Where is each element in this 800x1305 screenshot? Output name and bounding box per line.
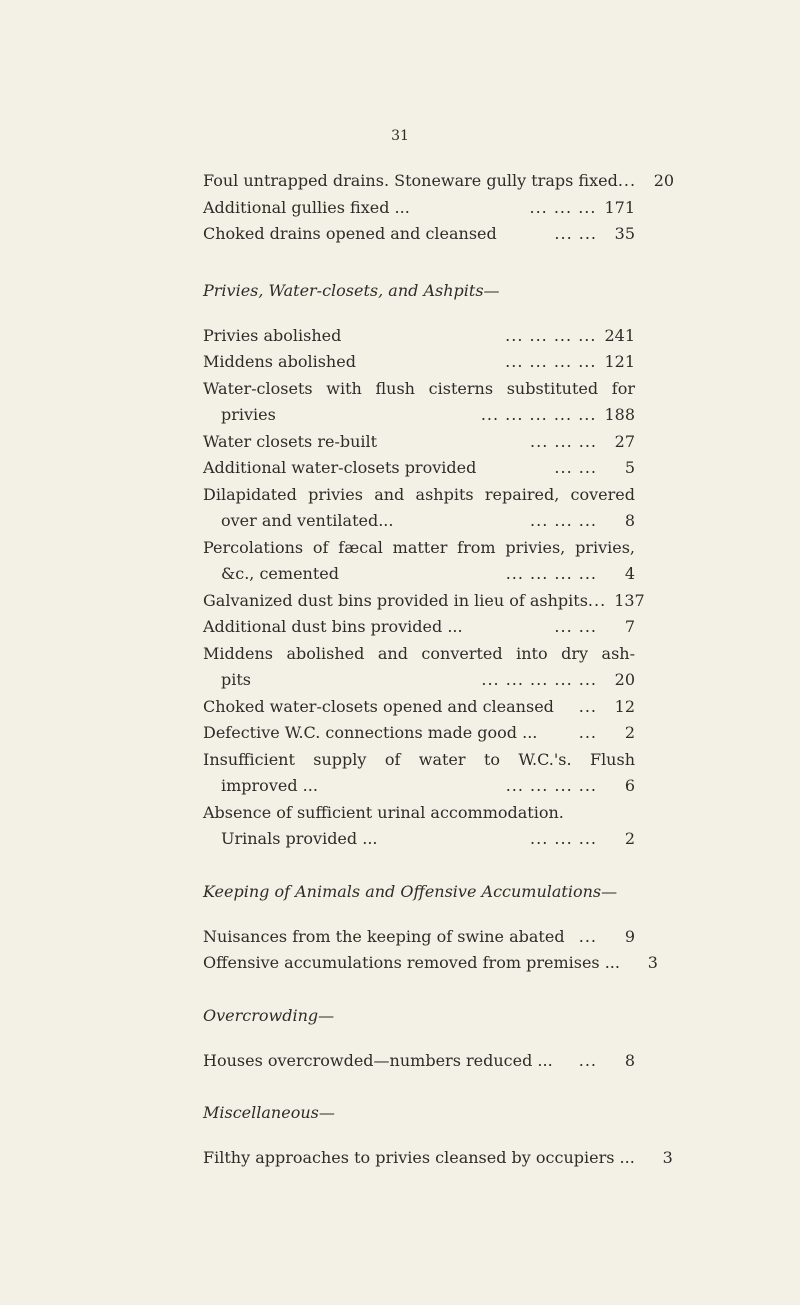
entry-count: 35 — [614, 224, 635, 243]
entry-count: 20 — [653, 171, 675, 190]
entry-count: 27 — [614, 431, 635, 451]
entry-urinals-provided — [203, 826, 635, 853]
entry-defective-connections — [203, 720, 635, 747]
leader-dots: ... ... ... — [530, 511, 597, 530]
entry-count: 8 — [624, 511, 635, 530]
entry-label: Additional gullies fixed ... — [203, 197, 410, 217]
leader-dots: ... ... ... ... ... — [481, 670, 597, 689]
entry-flush-improved — [203, 773, 635, 800]
entry-count: 121 — [604, 352, 635, 371]
entry-line: Middens abolished and converted into dry ash- — [203, 643, 635, 663]
leader-dots: ... ... ... ... — [505, 776, 597, 795]
entry-label: improved ... — [221, 776, 318, 795]
entry-label: Filthy approaches to privies cleansed by occupiers ... — [203, 1148, 635, 1167]
section-heading: Keeping of Animals and Offensive Accumulations— — [203, 881, 618, 901]
entry-middens-abolished — [203, 349, 635, 376]
entry-label: Nuisances from the keeping of swine abated — [203, 926, 565, 946]
leader-dots: ... ... ... ... ... — [480, 405, 597, 424]
leader-dots: ... ... ... ... — [505, 564, 597, 583]
entry-count: 7 — [624, 617, 635, 636]
entry-count: 2 — [624, 723, 635, 742]
entry-label: Middens abolished — [203, 352, 356, 371]
entry-line: Dilapidated privies and ashpits repaired, covered — [203, 484, 635, 504]
entry-choked-water-closets — [203, 694, 635, 721]
entry-count: 171 — [604, 197, 635, 217]
leader-dots: ... — [587, 590, 607, 610]
entry-count: 5 — [624, 458, 635, 477]
entry-filthy-approaches — [203, 1145, 673, 1172]
entry-label: Choked water-closets opened and cleansed — [203, 696, 554, 716]
leader-dots: ... ... ... — [530, 829, 597, 848]
leader-dots: ... ... ... — [530, 431, 597, 451]
entry-count: 20 — [614, 670, 635, 689]
entry-label: Additional water-closets provided — [203, 458, 477, 477]
entry-count: 8 — [624, 1050, 635, 1070]
leader-dots: ... ... — [554, 617, 597, 636]
entry-label: Houses overcrowded—numbers reduced ... — [203, 1050, 553, 1070]
entry-label: privies — [221, 405, 276, 424]
entry-label: Urinals provided ... — [221, 829, 378, 848]
entry-label: Privies abolished — [203, 325, 342, 345]
entry-line: Absence of sufficient urinal accommodation. — [203, 802, 564, 822]
entry-water-closets-rebuilt — [203, 429, 635, 456]
entry-foul-drains — [203, 168, 675, 195]
entry-label: Additional dust bins provided ... — [203, 617, 463, 636]
section-heading: Miscellaneous— — [203, 1103, 335, 1122]
entry-privies-abolished — [203, 323, 635, 350]
entry-label: &c., cemented — [221, 564, 339, 583]
animals-section — [203, 877, 658, 977]
leader-dots: ... ... — [554, 224, 597, 243]
leader-dots: ... — [578, 723, 597, 742]
entry-houses-overcrowded — [203, 1048, 635, 1075]
entry-additional-water-closets — [203, 455, 635, 482]
section-heading: Overcrowding— — [203, 1005, 335, 1025]
entry-additional-dust-bins — [203, 614, 635, 641]
leader-dots: ... — [578, 1050, 597, 1070]
entry-dilapidated-privies — [203, 508, 635, 535]
entry-swine-nuisances — [203, 924, 635, 951]
entry-label: Offensive accumulations removed from premises ... — [203, 953, 620, 972]
entry-label: Defective W.C. connections made good ... — [203, 723, 538, 742]
entry-middens-converted — [203, 667, 635, 694]
entry-line: Percolations of fæcal matter from privies, privies, — [203, 537, 635, 557]
leader-dots: ... — [617, 171, 637, 190]
leader-dots: ... ... ... ... — [505, 325, 597, 345]
entry-count: 3 — [662, 1148, 673, 1167]
leader-dots: ... — [578, 696, 597, 716]
page-content — [203, 168, 675, 1172]
overcrowding-section — [203, 1001, 635, 1075]
entry-count: 6 — [624, 776, 635, 795]
entry-label: Choked drains opened and cleansed — [203, 224, 497, 243]
entry-galvanized-dust-bins — [203, 588, 645, 615]
leader-dots: ... ... ... — [529, 197, 597, 217]
leader-dots: ... — [578, 926, 597, 946]
leader-dots: ... ... — [554, 458, 597, 477]
entry-choked-drains — [203, 221, 635, 248]
entry-line: Water-closets with flush cisterns substituted for — [203, 378, 635, 398]
entry-count: 188 — [604, 405, 635, 424]
entry-label: Water closets re-built — [203, 431, 378, 451]
entry-line: Insufficient supply of water to W.C.'s. Flush — [203, 749, 635, 769]
drains-section — [203, 168, 675, 248]
section-heading: Privies, Water-closets, and Ashpits— — [203, 280, 500, 300]
entry-percolations-cemented — [203, 561, 635, 588]
entry-label: Galvanized dust bins provided in lieu of ashpits — [203, 590, 588, 610]
miscellaneous-section — [203, 1098, 673, 1172]
entry-additional-gullies — [203, 195, 635, 222]
privies-section — [203, 276, 645, 853]
leader-dots: ... ... ... ... — [505, 352, 597, 371]
entry-count: 3 — [647, 953, 658, 972]
entry-water-closets-substituted — [203, 402, 635, 429]
entry-count: 241 — [604, 325, 635, 345]
entry-count: 9 — [624, 926, 635, 946]
entry-count: 12 — [614, 696, 635, 716]
entry-label: Foul untrapped drains. Stoneware gully traps fixed — [203, 171, 618, 190]
entry-count: 137 — [614, 590, 645, 610]
entry-label: pits — [221, 670, 251, 689]
page-number: 31 — [391, 128, 409, 144]
entry-count: 2 — [624, 829, 635, 848]
entry-count: 4 — [624, 564, 635, 583]
entry-label: over and ventilated... — [221, 511, 394, 530]
entry-offensive-accumulations — [203, 950, 658, 977]
